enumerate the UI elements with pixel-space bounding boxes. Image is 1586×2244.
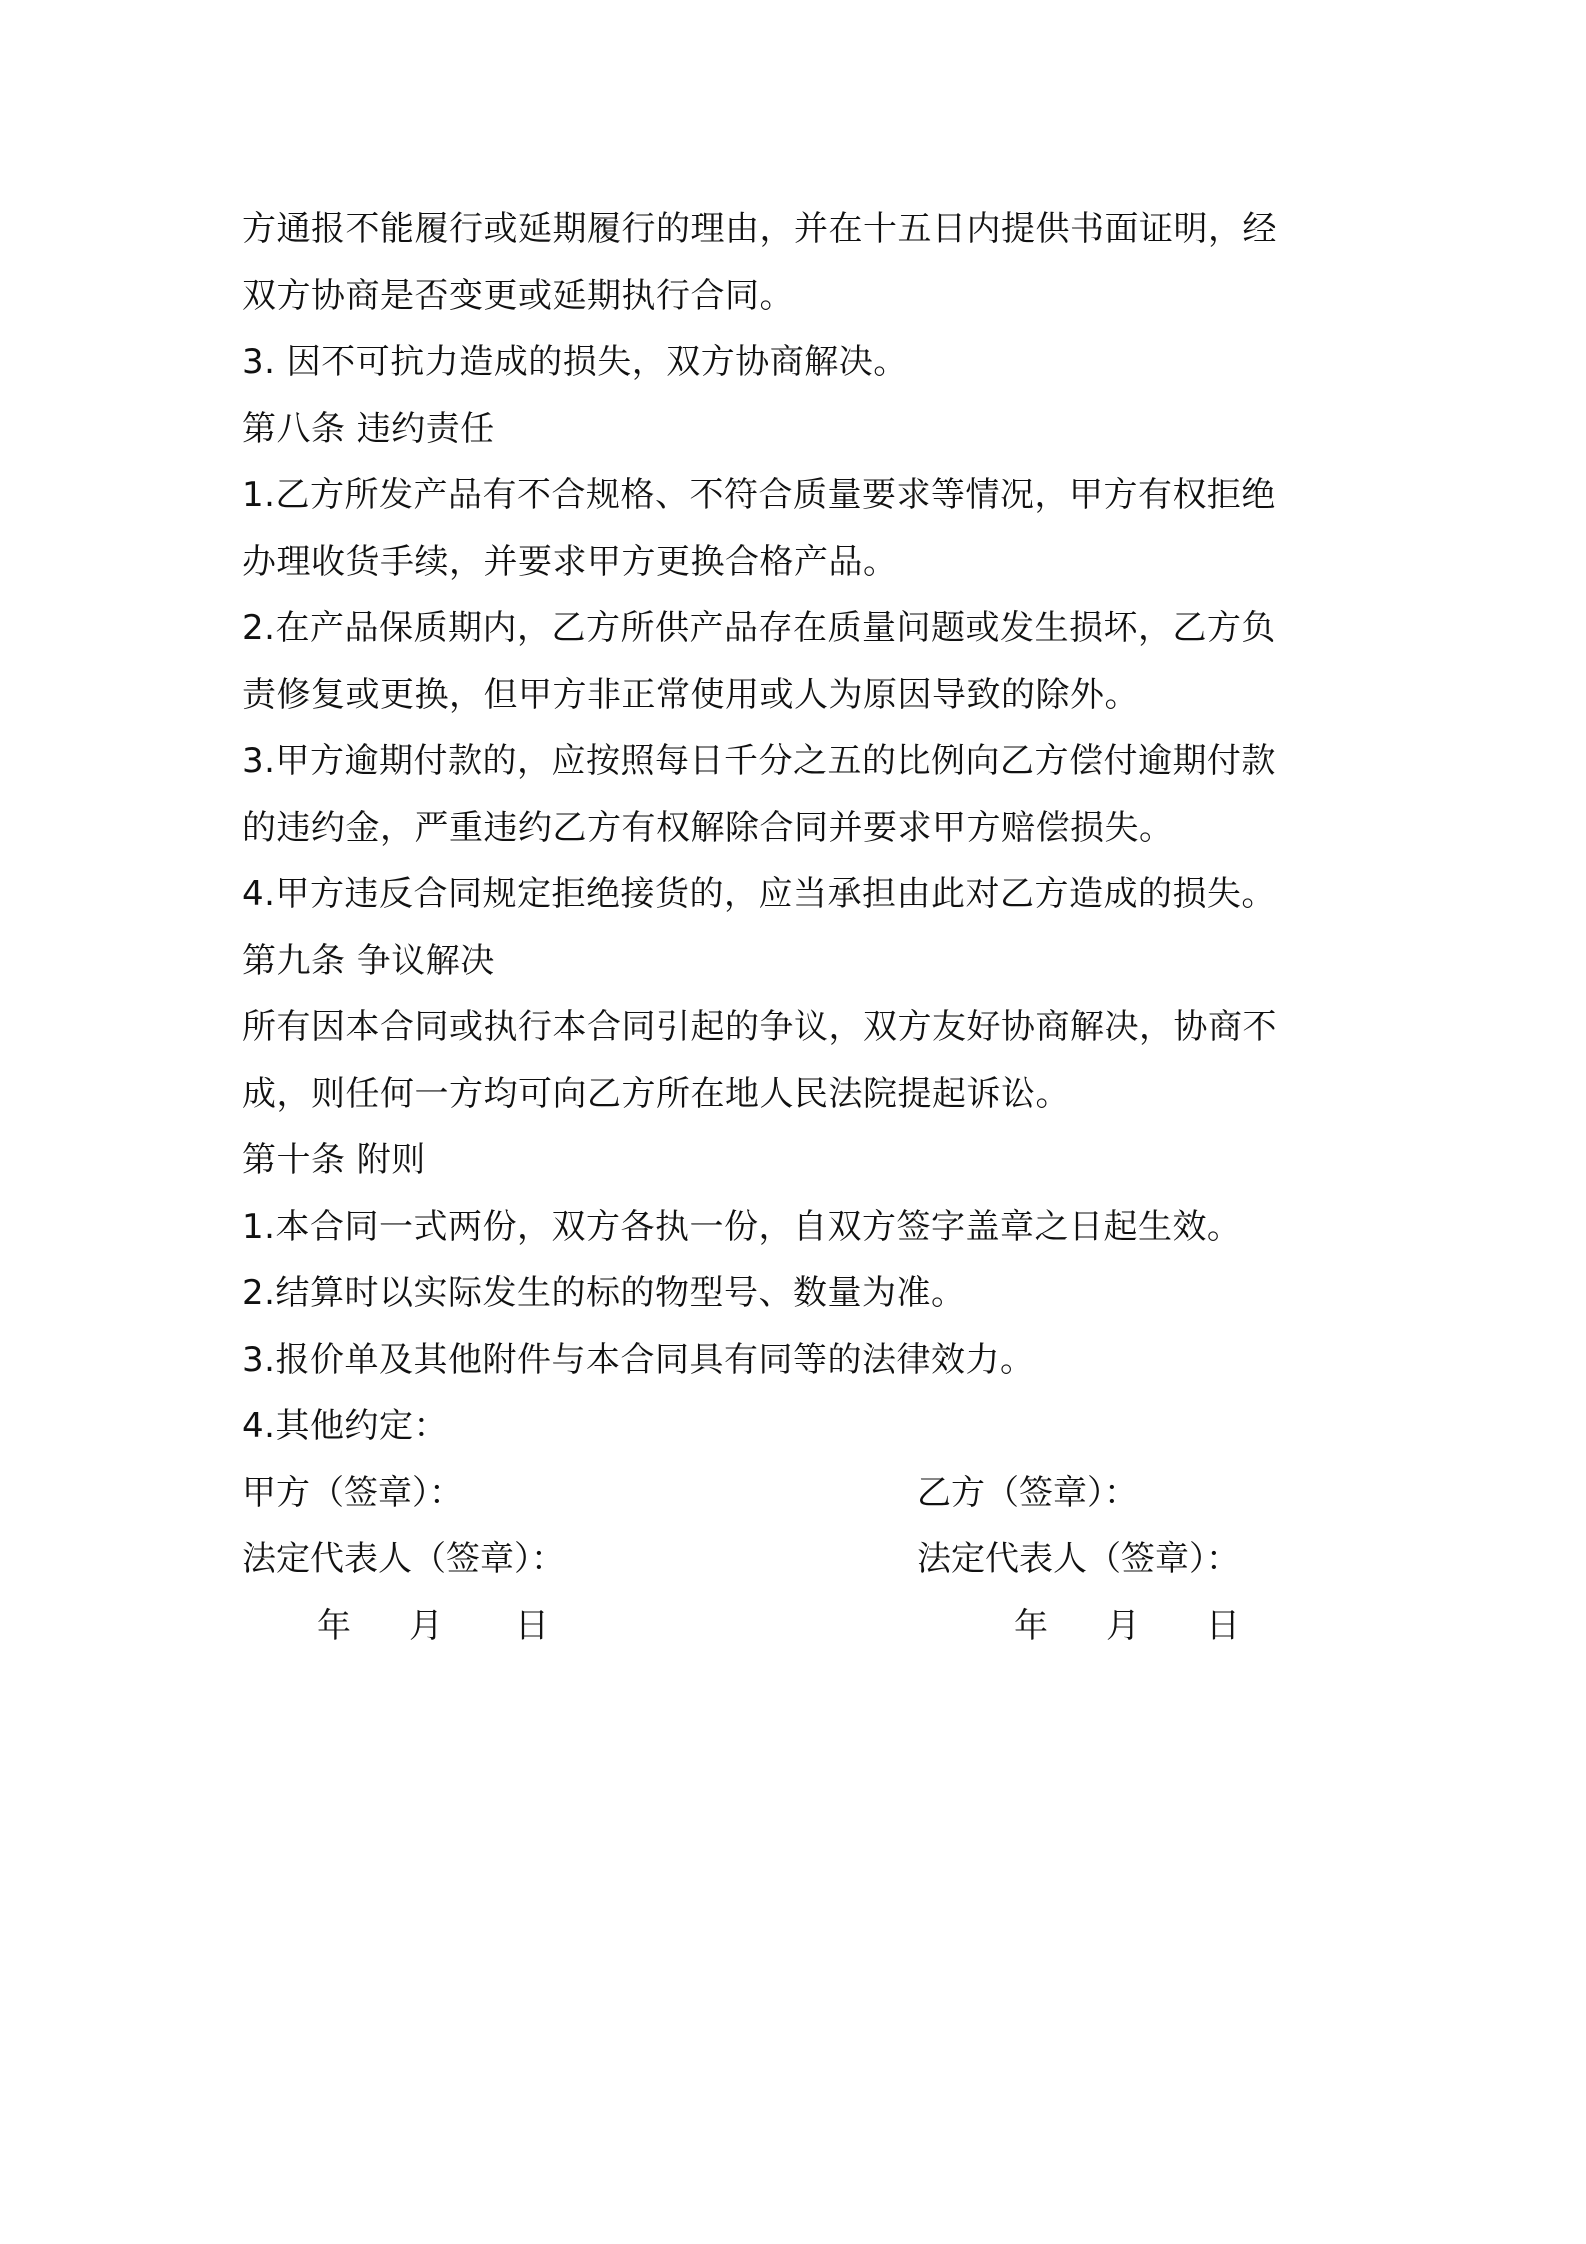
date-month-label: 月 — [1106, 1605, 1140, 1646]
contract-body — [242, 196, 1362, 1659]
clause-item: 2.在产品保质期内，乙方所供产品存在质量问题或发生损坏，乙方负 — [242, 608, 1276, 648]
legal-rep-row — [242, 1526, 1362, 1593]
date-row — [242, 1593, 1362, 1660]
paragraph-line: 所有因本合同或执行本合同引起的争议，双方友好协商解决，协商不 — [242, 1007, 1277, 1047]
article-heading-10: 第十条 附则 — [242, 1140, 426, 1180]
paragraph-line: 双方协商是否变更或延期执行合同。 — [242, 275, 794, 316]
clause-item: 3. 因不可抗力造成的损失，双方协商解决。 — [242, 342, 908, 382]
date-year-label: 年 — [1014, 1605, 1048, 1646]
clause-item: 4.其他约定： — [242, 1406, 448, 1446]
signature-seal-row — [242, 1460, 1362, 1527]
clause-item: 3.甲方逾期付款的，应按照每日千分之五的比例向乙方偿付逾期付款 — [242, 741, 1276, 781]
party-b-rep-label: 法定代表人（签章）： — [917, 1539, 1240, 1579]
article-heading-8: 第八条 违约责任 — [242, 408, 495, 449]
date-day-label: 日 — [1206, 1605, 1240, 1646]
clause-item: 2.结算时以实际发生的标的物型号、数量为准。 — [242, 1273, 966, 1313]
paragraph-line: 成，则任何一方均可向乙方所在地人民法院提起诉讼。 — [242, 1073, 1070, 1114]
clause-item: 1.乙方所发产品有不合规格、不符合质量要求等情况，甲方有权拒绝 — [242, 475, 1276, 515]
paragraph-line: 方通报不能履行或延期履行的理由，并在十五日内提供书面证明，经 — [242, 209, 1277, 249]
party-a-seal-label: 甲方（签章）： — [242, 1472, 463, 1513]
date-day-label: 日 — [515, 1605, 549, 1646]
paragraph-line: 的违约金，严重违约乙方有权解除合同并要求甲方赔偿损失。 — [242, 807, 1174, 848]
clause-item: 4.甲方违反合同规定拒绝接货的，应当承担由此对乙方造成的损失。 — [242, 874, 1276, 914]
article-heading-9: 第九条 争议解决 — [242, 940, 495, 981]
clause-item: 1.本合同一式两份，双方各执一份，自双方签字盖章之日起生效。 — [242, 1206, 1242, 1247]
date-year-label: 年 — [317, 1605, 351, 1646]
party-b-seal-label: 乙方（签章）： — [917, 1472, 1138, 1513]
paragraph-line: 责修复或更换，但甲方非正常使用或人为原因导致的除外。 — [242, 674, 1139, 715]
party-a-rep-label: 法定代表人（签章）： — [242, 1539, 565, 1579]
paragraph-line: 办理收货手续，并要求甲方更换合格产品。 — [242, 541, 898, 582]
clause-item: 3.报价单及其他附件与本合同具有同等的法律效力。 — [242, 1339, 1035, 1380]
date-month-label: 月 — [409, 1605, 443, 1646]
